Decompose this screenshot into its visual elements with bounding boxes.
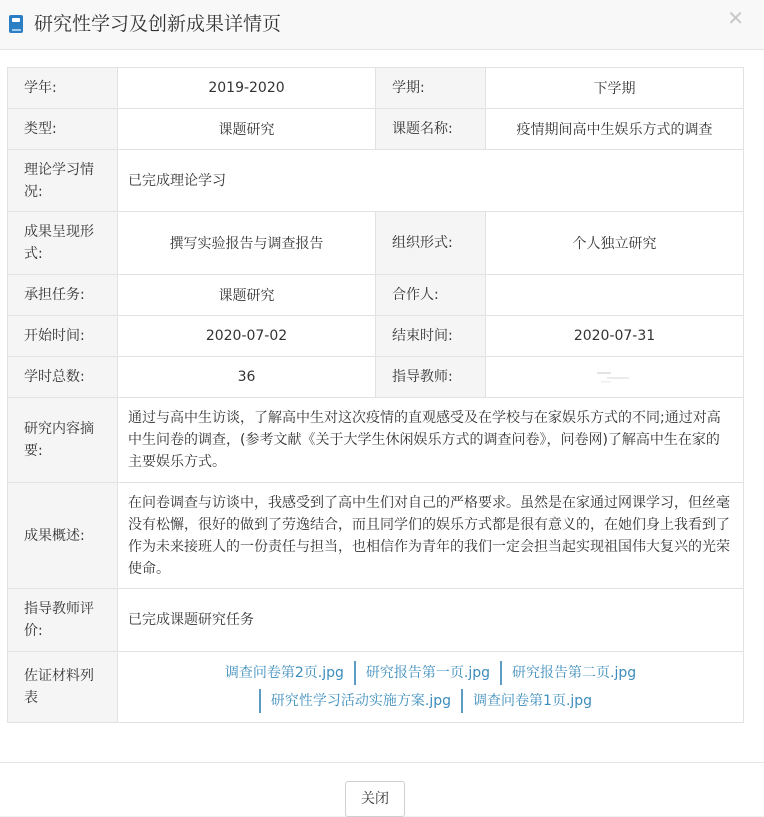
teacher-eval-value: 已完成课题研究任务 — [118, 589, 744, 652]
table-row — [8, 68, 744, 109]
semester-value: 下学期 — [486, 68, 744, 109]
evidence-file-link[interactable]: 研究报告第二页.jpg — [500, 661, 646, 685]
type-value: 课题研究 — [118, 109, 376, 150]
dialog-footer — [0, 762, 764, 816]
evidence-file-link[interactable]: 调查问卷第2页.jpg — [224, 665, 344, 681]
abstract-label: 研究内容摘要: — [8, 398, 118, 483]
end-value: 2020-07-31 — [486, 316, 744, 357]
table-row — [8, 483, 744, 589]
detail-table — [7, 67, 744, 723]
close-button[interactable]: 关闭 — [345, 781, 405, 817]
evidence-label: 佐证材料列表 — [8, 652, 118, 723]
evidence-file-link[interactable]: 调查问卷第1页.jpg — [461, 689, 602, 713]
org-form-value: 个人独立研究 — [486, 212, 744, 275]
detail-table-container — [7, 67, 743, 723]
school-year-label: 学年: — [8, 68, 118, 109]
result-form-label: 成果呈现形式: — [8, 212, 118, 275]
task-value: 课题研究 — [118, 275, 376, 316]
table-row — [8, 109, 744, 150]
table-row — [8, 275, 744, 316]
book-icon — [8, 14, 24, 34]
task-label: 承担任务: — [8, 275, 118, 316]
start-label: 开始时间: — [8, 316, 118, 357]
table-row — [8, 316, 744, 357]
teacher-eval-label: 指导教师评价: — [8, 589, 118, 652]
result-form-value: 撰写实验报告与调查报告 — [118, 212, 376, 275]
partner-label: 合作人: — [376, 275, 486, 316]
hours-label: 学时总数: — [8, 357, 118, 398]
evidence-file-list — [118, 652, 744, 723]
dialog-title: 研究性学习及创新成果详情页 — [34, 13, 282, 35]
summary-label: 成果概述: — [8, 483, 118, 589]
semester-label: 学期: — [376, 68, 486, 109]
table-row — [8, 398, 744, 483]
table-row — [8, 212, 744, 275]
org-form-label: 组织形式: — [376, 212, 486, 275]
type-label: 类型: — [8, 109, 118, 150]
school-year-value: 2019-2020 — [118, 68, 376, 109]
redacted-name — [597, 370, 633, 384]
teacher-label: 指导教师: — [376, 357, 486, 398]
end-label: 结束时间: — [376, 316, 486, 357]
table-row — [8, 652, 744, 723]
partner-value — [486, 275, 744, 316]
topic-value: 疫情期间高中生娱乐方式的调查 — [486, 109, 744, 150]
table-row — [8, 150, 744, 212]
table-row — [8, 589, 744, 652]
topic-label: 课题名称: — [376, 109, 486, 150]
teacher-value — [486, 357, 744, 398]
table-row — [8, 357, 744, 398]
close-icon[interactable]: ✕ — [727, 6, 744, 30]
evidence-file-link[interactable]: 研究报告第一页.jpg — [354, 661, 500, 685]
evidence-file-link[interactable]: 研究性学习活动实施方案.jpg — [259, 689, 461, 713]
dialog-header — [0, 0, 764, 50]
abstract-value: 通过与高中生访谈，了解高中生对这次疫情的直观感受及在学校与在家娱乐方式的不同;通过对高中生问卷的调查，(参考文献《关于大学生休闲娱乐方式的调查问卷》，问卷网)了解高中生在家的主要娱乐方式。 — [118, 398, 744, 483]
summary-value: 在问卷调查与访谈中，我感受到了高中生们对自己的严格要求。虽然是在家通过网课学习，但丝毫没有松懈，很好的做到了劳逸结合，而且同学们的娱乐方式都是很有意义的，在她们身上我看到了作为未来接班人的一份责任与担当，也相信作为青年的我们一定会担当起实现祖国伟大复兴的光荣使命。 — [118, 483, 744, 589]
hours-value: 36 — [118, 357, 376, 398]
theory-label: 理论学习情况: — [8, 150, 118, 212]
start-value: 2020-07-02 — [118, 316, 376, 357]
theory-value: 已完成理论学习 — [118, 150, 744, 212]
